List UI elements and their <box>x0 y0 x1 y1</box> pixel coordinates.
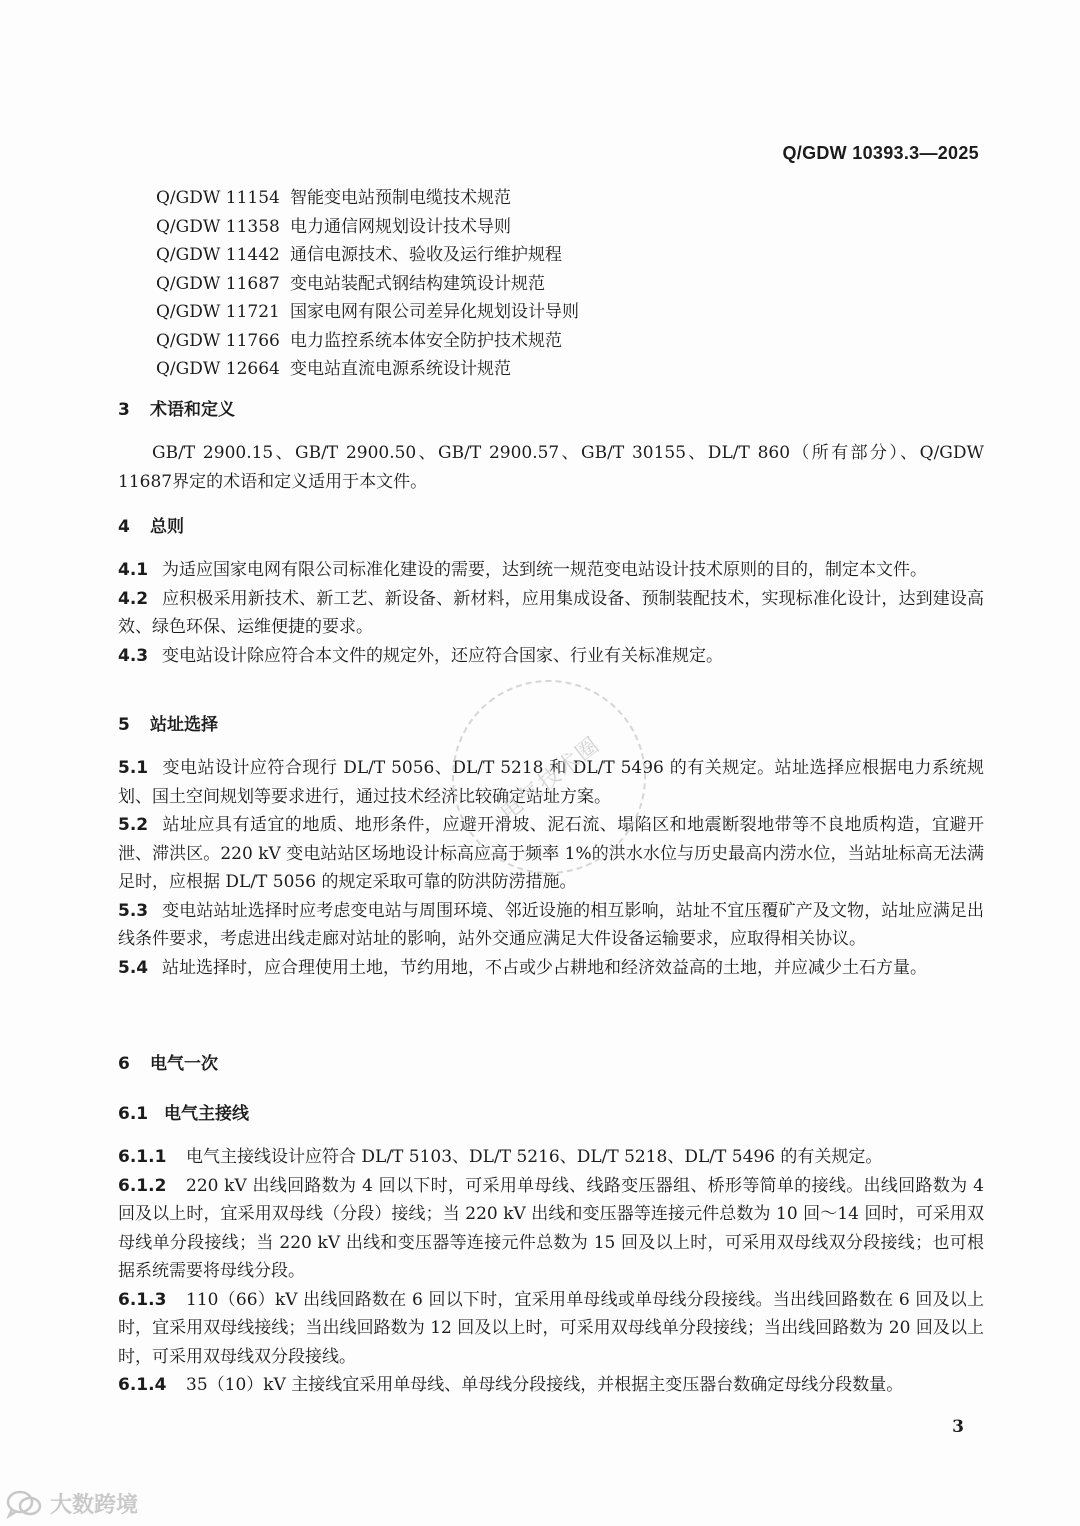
reference-item <box>156 298 579 327</box>
clause-text: 35（10）kV 主接线宜采用单母线、单母线分段接线，并根据主变压器台数确定母线分段数量。 <box>186 1375 904 1395</box>
reference-title: 国家电网有限公司差异化规划设计导则 <box>290 302 579 322</box>
reference-code: Q/GDW 11687 <box>156 273 280 294</box>
reference-code: Q/GDW 11766 <box>156 330 280 351</box>
clause-paragraph <box>118 1143 984 1172</box>
clause-number: 4.1 <box>118 560 149 580</box>
section-electrical-primary <box>118 1050 984 1400</box>
section-title: 术语和定义 <box>150 400 235 420</box>
watermark-text: 电气技术圈 <box>495 731 606 826</box>
reference-code: Q/GDW 11721 <box>156 302 280 322</box>
clause-text: 电气主接线设计应符合 DL/T 5103、DL/T 5216、DL/T 5218、DL/T 5496 的有关规定。 <box>186 1147 883 1167</box>
reference-code: Q/GDW 11358 <box>156 216 280 237</box>
subsection-title: 电气主接线 <box>164 1104 249 1124</box>
clause-number: 5.4 <box>118 957 149 978</box>
section-number: 3 <box>118 400 130 420</box>
clause-paragraph <box>118 585 984 642</box>
clause-text: 变电站站址选择时应考虑变电站与周围环境、邻近设施的相互影响，站址不宜压覆矿产及文物，站址应满足出线条件要求，考虑进出线走廊对站址的影响，站外交通应满足大件设备运输要求，应取得相关协议。 <box>118 900 984 949</box>
clause-paragraph <box>118 1172 984 1286</box>
clause-paragraph <box>118 897 984 954</box>
document-code: Q/GDW 10393.3—2025 <box>782 143 979 163</box>
clause-text: 站址选择时，应合理使用土地，节约用地，不占或少占耕地和经济效益高的土地，并应减少土石方量。 <box>162 957 927 978</box>
reference-item <box>156 241 579 270</box>
subsection-number: 6.1 <box>118 1104 149 1124</box>
reference-item <box>156 184 579 213</box>
reference-item <box>156 270 579 299</box>
reference-code: Q/GDW 11442 <box>156 245 280 265</box>
clause-paragraph <box>118 1371 984 1400</box>
clause-number: 6.1.3 <box>118 1289 167 1310</box>
clause-text: 站址应具有适宜的地质、地形条件，应避开滑坡、泥石流、塌陷区和地震断裂地带等不良地质构造，宜避开泄、滞洪区。220 kV 变电站站区场地设计标高应高于频率 1%的洪水水位与历史最高内涝水位，当站址标高无法满足时，应根据 DL/T 5056 的规定采取可靠的防洪防涝措施。 <box>118 815 984 892</box>
page-number: 3 <box>952 1417 964 1437</box>
section-terms <box>118 396 984 496</box>
section-number: 6 <box>118 1054 130 1074</box>
clause-number: 6.1.2 <box>118 1175 167 1196</box>
clause-paragraph <box>118 556 984 585</box>
clause-number: 5.3 <box>118 900 149 921</box>
footer-brand-text: 大数跨境 <box>50 1493 139 1518</box>
reference-item <box>156 327 579 356</box>
section-number: 4 <box>118 517 130 537</box>
clause-paragraph <box>118 1286 984 1372</box>
reference-title: 变电站直流电源系统设计规范 <box>290 359 511 379</box>
clause-text: 变电站设计应符合现行 DL/T 5056、DL/T 5218 和 DL/T 5496 的有关规定。站址选择应根据电力系统规划、国土空间规划等要求进行，通过技术经济比较确定站址方案。 <box>118 758 984 807</box>
reference-item <box>156 355 579 384</box>
clause-number: 6.1.4 <box>118 1375 167 1395</box>
clause-paragraph <box>118 954 984 983</box>
section-heading <box>118 513 984 541</box>
section-paragraph: GB/T 2900.15、GB/T 2900.50、GB/T 2900.57、GB/T 30155、DL/T 860（所有部分）、Q/GDW 11687界定的术语和定义适用于本文件。 <box>118 443 984 492</box>
clause-text: 220 kV 出线回路数为 4 回以下时，可采用单母线、线路变压器组、桥形等简单的接线。出线回路数为 4 回及以上时，宜采用双母线（分段）接线；当 220 kV 出线和变压器等连接元件总数为 10 回～14 回时，可采用双母线单分段接线；当 220 kV 出线和变压器等连接元件总数为 15 回及以上时，可采用双母线双分段接线；也可根据系统需要将母线分段。 <box>118 1175 984 1281</box>
reference-title: 通信电源技术、验收及运行维护规程 <box>290 245 562 265</box>
reference-list <box>156 184 579 384</box>
section-general <box>118 513 984 670</box>
clause-number: 5.1 <box>118 758 149 778</box>
section-heading <box>118 396 984 424</box>
clause-text: 为适应国家电网有限公司标准化建设的需要，达到统一规范变电站设计技术原则的目的，制定本文件。 <box>162 560 927 580</box>
section-heading <box>118 1050 984 1078</box>
clause-number: 4.3 <box>118 645 149 666</box>
clause-number: 5.2 <box>118 815 149 835</box>
reference-title: 电力通信网规划设计技术导则 <box>290 216 511 237</box>
clause-text: 应积极采用新技术、新工艺、新设备、新材料，应用集成设备、预制装配技术，实现标准化设计，达到建设高效、绿色环保、运维便捷的要求。 <box>118 588 984 637</box>
footer-brand-mark <box>6 1488 138 1519</box>
clause-paragraph <box>118 642 984 671</box>
clause-number: 6.1.1 <box>118 1147 167 1167</box>
section-title: 电气一次 <box>150 1054 218 1074</box>
reference-code: Q/GDW 11154 <box>156 188 280 208</box>
clause-number: 4.2 <box>118 588 149 609</box>
subsection-heading <box>118 1100 984 1128</box>
clause-text: 变电站设计除应符合本文件的规定外，还应符合国家、行业有关标准规定。 <box>162 645 723 666</box>
section-title: 总则 <box>150 517 184 537</box>
reference-code: Q/GDW 12664 <box>156 359 280 379</box>
section-title: 站址选择 <box>150 715 218 735</box>
chat-bubble-logo-icon <box>6 1489 42 1519</box>
section-number: 5 <box>118 715 130 735</box>
clause-text: 110（66）kV 出线回路数在 6 回以下时，宜采用单母线或单母线分段接线。当出线回路数在 6 回及以上时，宜采用双母线接线；当出线回路数为 12 回及以上时，可采用双母线单分段接线；当出线回路数为 20 回及以上时，可采用双母线双分段接线。 <box>118 1289 984 1367</box>
reference-title: 变电站装配式钢结构建筑设计规范 <box>290 273 545 294</box>
reference-title: 电力监控系统本体安全防护技术规范 <box>290 330 562 351</box>
reference-item <box>156 213 579 242</box>
reference-title: 智能变电站预制电缆技术规范 <box>290 188 511 208</box>
